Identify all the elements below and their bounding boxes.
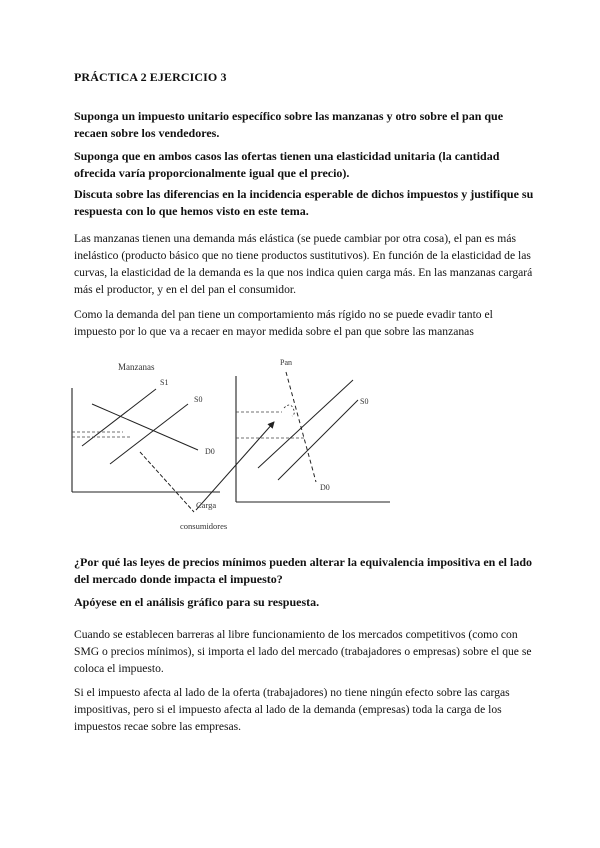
apples-d0-label: D0 bbox=[205, 447, 215, 456]
apples-panel bbox=[72, 362, 220, 512]
bread-s0-label: S0 bbox=[360, 397, 369, 406]
question-1b: Suponga que en ambos casos las ofertas tienen una elasticidad unitaria (la cantidad ofrecida varía proporcionalmente igual que el precio). bbox=[74, 149, 500, 180]
annotation-line-2: consumidores bbox=[180, 521, 228, 531]
bread-arrow-line bbox=[196, 422, 274, 510]
apples-arrow-line bbox=[140, 452, 194, 512]
apples-title: Manzanas bbox=[118, 362, 155, 372]
bread-panel bbox=[196, 358, 390, 510]
apples-supply-s0 bbox=[110, 404, 188, 464]
apples-demand-d0 bbox=[92, 404, 198, 450]
answer-2-paragraph-1: Cuando se establecen barreras al libre funcionamiento de los mercados competitivos (como con SMG o precios mínimos), si importa el lado del mercado (trabajadores o empresas) sobre el que se coloca el impuesto. bbox=[74, 628, 532, 675]
bread-burden-bracket bbox=[284, 405, 294, 416]
page-title: PRÁCTICA 2 EJERCICIO 3 bbox=[74, 70, 227, 84]
bread-demand-d0 bbox=[286, 372, 316, 482]
bread-d0-label: D0 bbox=[320, 483, 330, 492]
apples-s1-label: S1 bbox=[160, 378, 169, 387]
bread-title: Pan bbox=[280, 358, 292, 367]
answer-1-paragraph-1: Las manzanas tienen una demanda más elástica (se puede cambiar por otra cosa), el pan es más inelástico (producto básico que no tiene productos sustitutivos). En función de la elasticidad de las curvas, la elasticidad de la demanda es la que nos indica quien carga más. En las manzanas cargará más el productor, y en el del pan el consumidor. bbox=[74, 232, 533, 296]
answer-2-paragraph-2: Si el impuesto afecta al lado de la oferta (trabajadores) no tiene ningún efecto sobre las cargas impositivas, pero si el impuesto afecta al lado de la demanda (empresas) toda la carga de los impuestos recae sobre las empresas. bbox=[74, 686, 510, 733]
answer-1-paragraph-2: Como la demanda del pan tiene un comportamiento más rígido no se puede evadir tanto el impuesto por lo que va a recaer en mayor medida sobre el pan que sobre las manzanas bbox=[74, 308, 493, 338]
apples-s0-label: S0 bbox=[194, 395, 203, 404]
question-1a: Suponga un impuesto unitario específico sobre las manzanas y otro sobre el pan que recaen sobre los vendedores. bbox=[74, 109, 504, 140]
question-1c: Discuta sobre las diferencias en la incidencia esperable de dichos impuestos y justifique su respuesta con lo que hemos visto en este tema. bbox=[74, 187, 534, 218]
incidence-diagram bbox=[68, 352, 398, 540]
question-2b: Apóyese en el análisis gráfico para su respuesta. bbox=[74, 595, 320, 609]
question-2a: ¿Por qué las leyes de precios mínimos pueden alterar la equivalencia impositiva en el lado del mercado donde impacta el impuesto? bbox=[74, 555, 532, 586]
annotation-line-1: Carga bbox=[196, 500, 217, 510]
